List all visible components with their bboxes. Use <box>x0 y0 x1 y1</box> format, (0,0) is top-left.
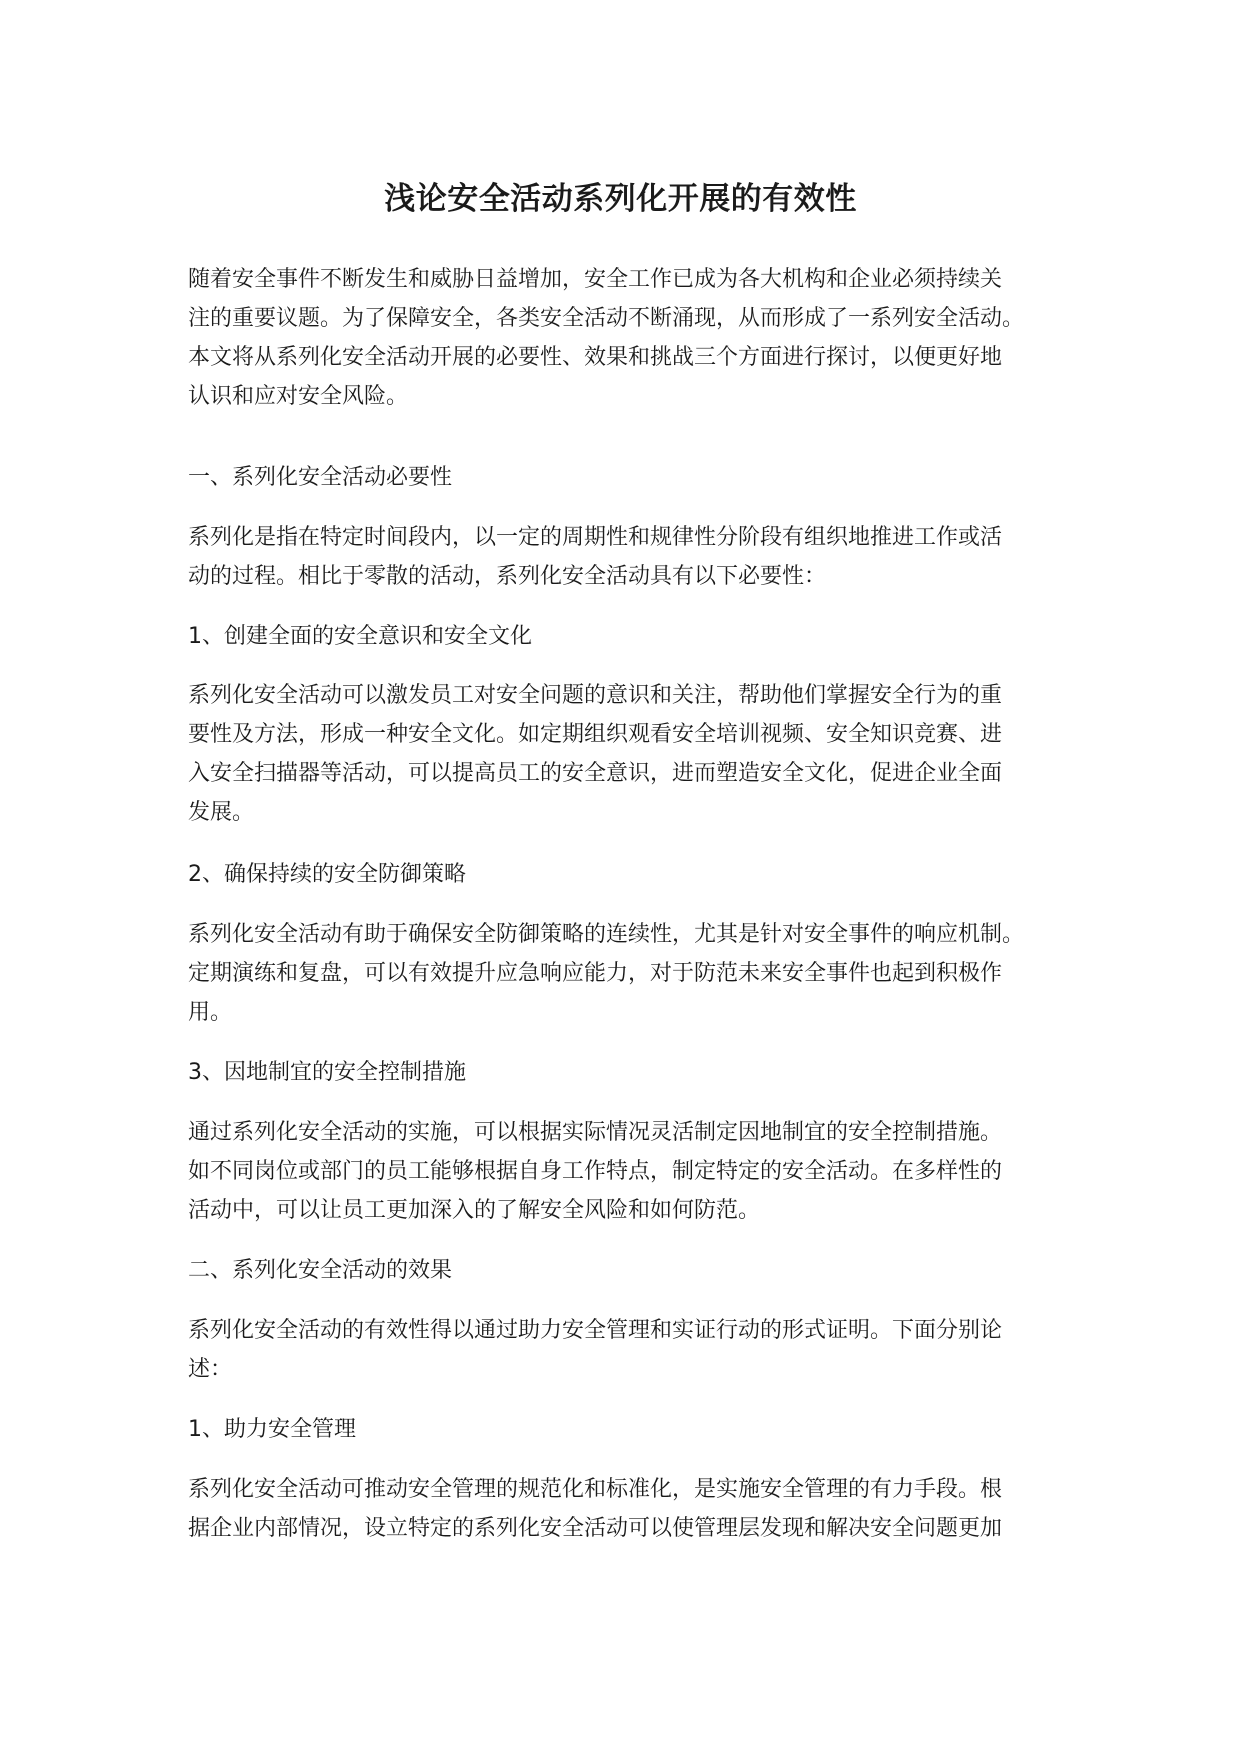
heading-text: 2、确保持续的安全防御策略 <box>188 862 466 887</box>
body-paragraph <box>188 518 1002 596</box>
section-heading <box>188 1251 452 1290</box>
subsection-heading <box>188 617 532 656</box>
text-line: 述： <box>188 1357 233 1382</box>
subsection-heading <box>188 1053 466 1092</box>
intro-paragraph <box>188 260 1024 416</box>
heading-text: 一、系列化安全活动必要性 <box>188 465 453 490</box>
text-line: 本文将从系列化安全活动开展的必要性、效果和挑战三个方面进行探讨，以便更好地 <box>188 345 1003 370</box>
text-line: 系列化安全活动的有效性得以通过助力安全管理和实证行动的形式证明。下面分别论 <box>188 1318 1003 1343</box>
text-line: 系列化安全活动可以激发员工对安全问题的意识和关注，帮助他们掌握安全行为的重 <box>188 683 1003 708</box>
body-paragraph <box>188 676 1002 832</box>
text-line: 定期演练和复盘，可以有效提升应急响应能力，对于防范未来安全事件也起到积极作 <box>188 961 1003 986</box>
text-line: 注的重要议题。为了保障安全，各类安全活动不断涌现，从而形成了一系列安全活动。 <box>188 306 1025 331</box>
page-title: 浅论安全活动系列化开展的有效性 <box>384 181 857 217</box>
subsection-heading <box>188 855 466 894</box>
body-paragraph <box>188 1311 1002 1389</box>
text-line: 入安全扫描器等活动，可以提高员工的安全意识，进而塑造安全文化，促进企业全面 <box>188 761 1003 786</box>
section-heading <box>188 458 452 497</box>
text-line: 如不同岗位或部门的员工能够根据自身工作特点，制定特定的安全活动。在多样性的 <box>188 1159 1003 1184</box>
text-line: 系列化是指在特定时间段内，以一定的周期性和规律性分阶段有组织地推进工作或活 <box>188 525 1003 550</box>
heading-text: 1、助力安全管理 <box>188 1417 356 1442</box>
text-line: 用。 <box>188 1000 233 1025</box>
text-line: 要性及方法，形成一种安全文化。如定期组织观看安全培训视频、安全知识竞赛、进 <box>188 722 1003 747</box>
body-paragraph <box>188 915 1024 1032</box>
body-paragraph <box>188 1470 1002 1548</box>
body-paragraph <box>188 1113 1002 1230</box>
heading-text: 3、因地制宜的安全控制措施 <box>188 1060 466 1085</box>
text-line: 系列化安全活动可推动安全管理的规范化和标准化，是实施安全管理的有力手段。根 <box>188 1477 1003 1502</box>
heading-text: 1、创建全面的安全意识和安全文化 <box>188 624 532 649</box>
text-line: 随着安全事件不断发生和威胁日益增加，安全工作已成为各大机构和企业必须持续关 <box>188 267 1003 292</box>
text-line: 据企业内部情况，设立特定的系列化安全活动可以使管理层发现和解决安全问题更加 <box>188 1516 1003 1541</box>
text-line: 系列化安全活动有助于确保安全防御策略的连续性，尤其是针对安全事件的响应机制。 <box>188 922 1025 947</box>
text-line: 发展。 <box>188 800 255 825</box>
text-line: 动的过程。相比于零散的活动，系列化安全活动具有以下必要性： <box>188 564 827 589</box>
subsection-heading <box>188 1410 356 1449</box>
heading-text: 二、系列化安全活动的效果 <box>188 1258 453 1283</box>
text-line: 通过系列化安全活动的实施，可以根据实际情况灵活制定因地制宜的安全控制措施。 <box>188 1120 1003 1145</box>
text-line: 认识和应对安全风险。 <box>188 384 409 409</box>
text-line: 活动中，可以让员工更加深入的了解安全风险和如何防范。 <box>188 1198 761 1223</box>
